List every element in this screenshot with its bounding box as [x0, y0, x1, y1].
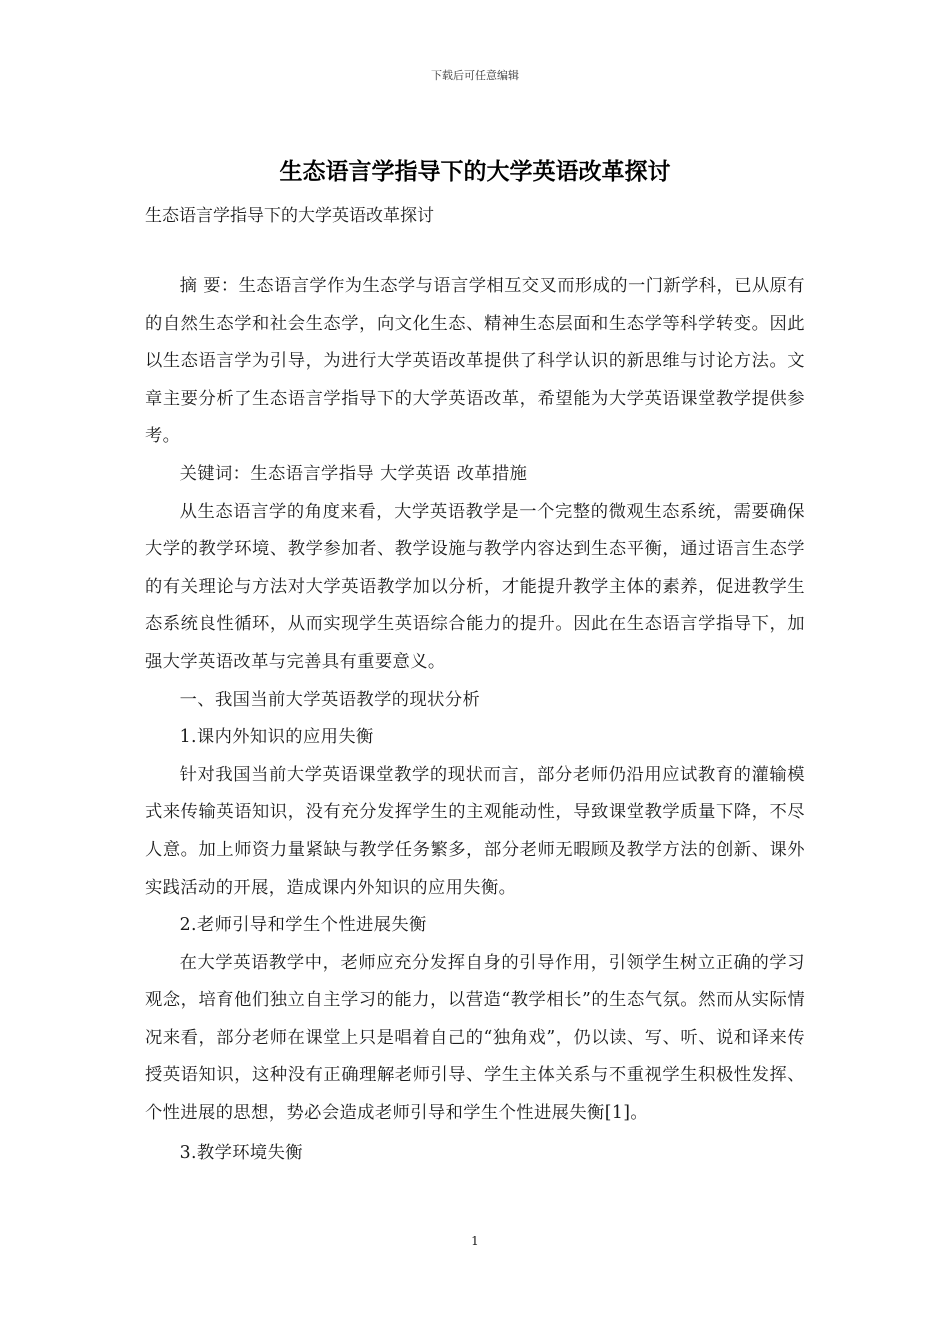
subsection-heading: 1.课内外知识的应用失衡	[179, 727, 374, 748]
keywords-line: 关键词：生态语言学指导 大学英语 改革措施	[179, 463, 528, 484]
document-title: 生态语言学指导下的大学英语改革探讨	[279, 159, 671, 185]
abstract-paragraph: 摘 要：生态语言学作为生态学与语言学相互交叉而形成的一门新学科，已从原有的自然生态学和社会生态学，向文化生态、精神生态层面和生态学等科学转变。因此以生态语言学为引导，为进行大学英语改革提供了科学认识的新思维与讨论方法。文章主要分析了生态语言学指导下的大学英语改革，希望能为大学英语课堂教学提供参考。	[145, 276, 805, 447]
page-number: 1	[471, 1234, 479, 1248]
body-text	[145, 268, 805, 1172]
subsection-heading: 3.教学环境失衡	[179, 1142, 303, 1163]
document-subtitle: 生态语言学指导下的大学英语改革探讨	[145, 206, 434, 226]
header-note: 下载后可任意编辑	[431, 69, 519, 82]
body-paragraph: 从生态语言学的角度来看，大学英语教学是一个完整的微观生态系统，需要确保大学的教学环境、教学参加者、教学设施与教学内容达到生态平衡，通过语言生态学的有关理论与方法对大学英语教学加以分析，才能提升教学主体的素养，促进教学生态系统良性循环，从而实现学生英语综合能力的提升。因此在生态语言学指导下，加强大学英语改革与完善具有重要意义。	[145, 501, 805, 672]
body-paragraph: 针对我国当前大学英语课堂教学的现状而言，部分老师仍沿用应试教育的灌输模式来传输英语知识，没有充分发挥学生的主观能动性，导致课堂教学质量下降，不尽人意。加上师资力量紧缺与教学任务繁多，部分老师无暇顾及教学方法的创新、课外实践活动的开展，造成课内外知识的应用失衡。	[145, 764, 805, 898]
subsection-heading: 2.老师引导和学生个性进展失衡	[179, 915, 427, 936]
section-heading: 一、我国当前大学英语教学的现状分析	[179, 689, 481, 710]
body-paragraph: 在大学英语教学中，老师应充分发挥自身的引导作用，引领学生树立正确的学习观念，培育他们独立自主学习的能力，以营造“教学相长”的生态气氛。然而从实际情况来看，部分老师在课堂上只是唱着自己的“独角戏”，仍以读、写、听、说和译来传授英语知识，这种没有正确理解老师引导、学生主体关系与不重视学生积极性发挥、个性进展的思想，势必会造成老师引导和学生个性进展失衡[1]。	[145, 952, 805, 1124]
